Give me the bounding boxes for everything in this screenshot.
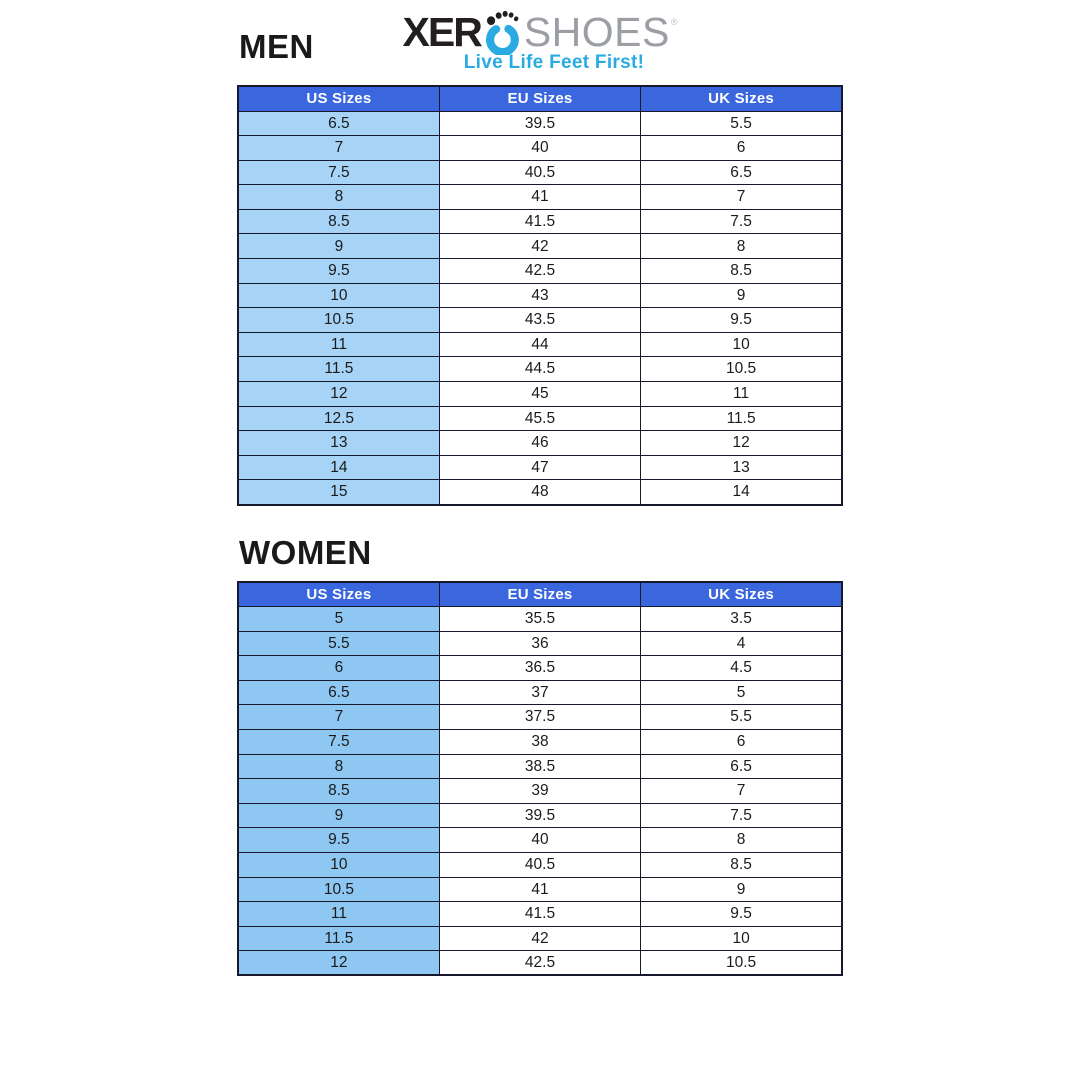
eu-size-cell: 41.5 [439,902,640,927]
us-size-cell: 10 [238,852,439,877]
column-header: EU Sizes [439,582,640,607]
eu-size-cell: 39 [439,779,640,804]
table-row [238,828,842,853]
column-header: UK Sizes [641,582,842,607]
us-size-cell: 7 [238,705,439,730]
us-size-cell: 6.5 [238,680,439,705]
table-row [238,234,842,259]
us-size-cell: 7.5 [238,729,439,754]
uk-size-cell: 8.5 [641,852,842,877]
men-size-table [237,85,843,506]
brand-wordmark [402,9,678,56]
table-row [238,185,842,210]
us-size-cell: 11 [238,902,439,927]
men-header-row [238,86,842,111]
table-row [238,283,842,308]
table-row [238,926,842,951]
us-size-cell: 12 [238,382,439,407]
table-row [238,902,842,927]
eu-size-cell: 48 [439,480,640,505]
uk-size-cell: 10 [641,332,842,357]
us-size-cell: 10.5 [238,877,439,902]
us-size-cell: 8 [238,754,439,779]
table-row [238,754,842,779]
table-row [238,779,842,804]
eu-size-cell: 43.5 [439,308,640,333]
us-size-cell: 11.5 [238,357,439,382]
us-size-cell: 8.5 [238,779,439,804]
eu-size-cell: 40 [439,828,640,853]
uk-size-cell: 7.5 [641,209,842,234]
table-row [238,705,842,730]
uk-size-cell: 6 [641,136,842,161]
uk-size-cell: 8 [641,828,842,853]
uk-size-cell: 7.5 [641,803,842,828]
uk-size-cell: 5.5 [641,111,842,136]
uk-size-cell: 5.5 [641,705,842,730]
us-size-cell: 9 [238,803,439,828]
eu-size-cell: 41 [439,185,640,210]
us-size-cell: 11 [238,332,439,357]
table-row [238,160,842,185]
table-row [238,332,842,357]
eu-size-cell: 40.5 [439,160,640,185]
table-row [238,357,842,382]
table-row [238,308,842,333]
us-size-cell: 12 [238,951,439,976]
eu-size-cell: 42.5 [439,951,640,976]
us-size-cell: 12.5 [238,406,439,431]
uk-size-cell: 14 [641,480,842,505]
eu-size-cell: 45 [439,382,640,407]
uk-size-cell: 7 [641,185,842,210]
table-row [238,680,842,705]
table-row [238,382,842,407]
eu-size-cell: 44.5 [439,357,640,382]
brand-tagline: Live Life Feet First! [463,52,645,74]
table-row [238,877,842,902]
table-row [238,480,842,505]
table-row [238,803,842,828]
brand-logo [237,10,843,72]
size-chart-page [237,0,843,976]
column-header: UK Sizes [641,86,842,111]
table-row [238,951,842,976]
us-size-cell: 8.5 [238,209,439,234]
uk-size-cell: 11.5 [641,406,842,431]
us-size-cell: 10.5 [238,308,439,333]
us-size-cell: 13 [238,431,439,456]
eu-size-cell: 37 [439,680,640,705]
eu-size-cell: 42.5 [439,259,640,284]
foot-o-icon [483,10,521,55]
eu-size-cell: 40 [439,136,640,161]
eu-size-cell: 36.5 [439,656,640,681]
uk-size-cell: 6.5 [641,160,842,185]
uk-size-cell: 11 [641,382,842,407]
table-row [238,136,842,161]
us-size-cell: 7 [238,136,439,161]
eu-size-cell: 39.5 [439,111,640,136]
uk-size-cell: 8 [641,234,842,259]
table-row [238,729,842,754]
brand-text-shoes: SHOES [523,9,670,56]
women-header-row [238,582,842,607]
us-size-cell: 8 [238,185,439,210]
uk-size-cell: 7 [641,779,842,804]
table-row [238,406,842,431]
registered-trademark-icon: ® [670,17,678,27]
us-size-cell: 9.5 [238,828,439,853]
uk-size-cell: 9 [641,283,842,308]
eu-size-cell: 42 [439,926,640,951]
table-row [238,259,842,284]
header-band [237,0,843,85]
us-size-cell: 14 [238,455,439,480]
uk-size-cell: 4.5 [641,656,842,681]
us-size-cell: 9 [238,234,439,259]
us-size-cell: 6 [238,656,439,681]
men-section-title: MEN [239,28,314,65]
table-row [238,111,842,136]
us-size-cell: 5 [238,607,439,632]
us-size-cell: 7.5 [238,160,439,185]
column-header: US Sizes [238,582,439,607]
uk-size-cell: 12 [641,431,842,456]
uk-size-cell: 9 [641,877,842,902]
uk-size-cell: 4 [641,631,842,656]
eu-size-cell: 47 [439,455,640,480]
table-row [238,852,842,877]
us-size-cell: 5.5 [238,631,439,656]
eu-size-cell: 44 [439,332,640,357]
uk-size-cell: 9.5 [641,902,842,927]
eu-size-cell: 35.5 [439,607,640,632]
brand-text-xer: XER [402,9,481,56]
uk-size-cell: 8.5 [641,259,842,284]
us-size-cell: 9.5 [238,259,439,284]
eu-size-cell: 40.5 [439,852,640,877]
eu-size-cell: 42 [439,234,640,259]
eu-size-cell: 36 [439,631,640,656]
eu-size-cell: 45.5 [439,406,640,431]
eu-size-cell: 38 [439,729,640,754]
table-row [238,631,842,656]
uk-size-cell: 10 [641,926,842,951]
eu-size-cell: 37.5 [439,705,640,730]
eu-size-cell: 41.5 [439,209,640,234]
eu-size-cell: 39.5 [439,803,640,828]
table-row [238,656,842,681]
uk-size-cell: 10.5 [641,951,842,976]
uk-size-cell: 13 [641,455,842,480]
uk-size-cell: 6 [641,729,842,754]
eu-size-cell: 46 [439,431,640,456]
uk-size-cell: 5 [641,680,842,705]
uk-size-cell: 3.5 [641,607,842,632]
uk-size-cell: 10.5 [641,357,842,382]
eu-size-cell: 41 [439,877,640,902]
eu-size-cell: 38.5 [439,754,640,779]
table-row [238,455,842,480]
eu-size-cell: 43 [439,283,640,308]
us-size-cell: 10 [238,283,439,308]
column-header: EU Sizes [439,86,640,111]
table-row [238,209,842,234]
uk-size-cell: 9.5 [641,308,842,333]
uk-size-cell: 6.5 [641,754,842,779]
women-size-table [237,581,843,977]
us-size-cell: 11.5 [238,926,439,951]
column-header: US Sizes [238,86,439,111]
table-row [238,607,842,632]
women-section-title: WOMEN [239,533,372,571]
table-row [238,431,842,456]
us-size-cell: 6.5 [238,111,439,136]
us-size-cell: 15 [238,480,439,505]
